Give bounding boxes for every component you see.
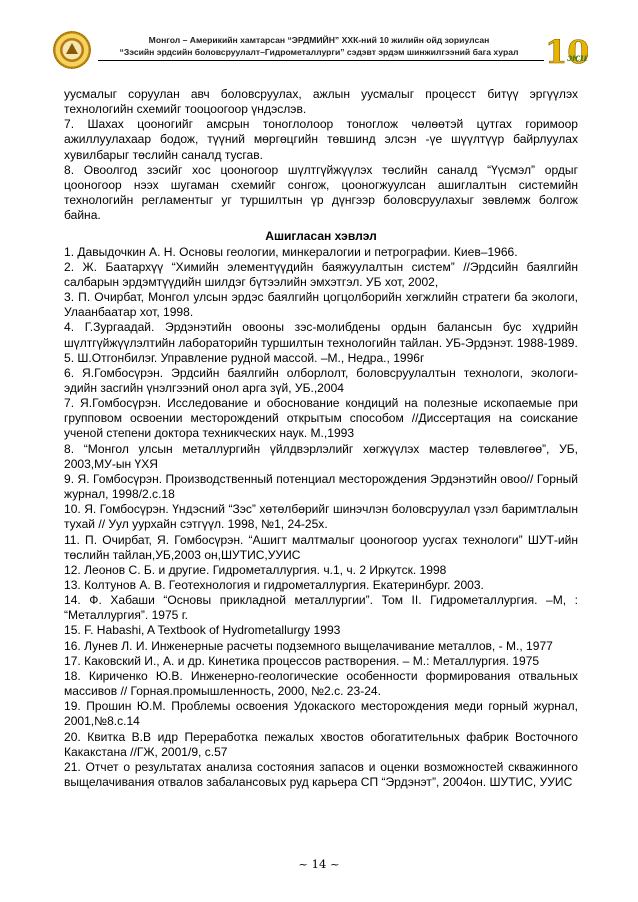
reference-item: 11. П. Очирбат, Я. Гомбосүрэн. “Ашигт малтмалыг цооногоор уусгах технологи” ШУТ-ийн төслийн тайлан,УБ,2003 он,ШУТИС,УУИС [64,532,578,562]
body-paragraph: 8. Овоолгод зэсийг хос цооногоор шүлтгүйжүүлэх төслийн саналд “Үүсмэл” ордыг цооногоор нээх шугаман схемийг сонгож, цооногжуулсан ашиглалтын системийн технологийн регламентыг уг туршилтын үр дүнгээр боловсруулахыг зөвлөмж болгож байна. [64,162,578,223]
anniversary-10-logo [544,32,588,68]
header-divider [98,60,588,61]
company-seal-icon [52,30,92,70]
references-heading: Ашигласан хэвлэл [265,229,377,244]
main-content [64,87,578,790]
reference-item: 6. Я.Гомбосүрэн. Эрдсийн баялгийн олборлолт, боловсруулалтын технологи, экологи-эдийн засгийн үнэлгээний онол арга зүй, УБ.,2004 [64,365,578,395]
reference-item: 1. Давыдочкин А. Н. Основы геологии, минкералогии и петрографии. Киев–1966. [64,244,518,259]
page-header [52,30,588,70]
reference-item: 8. “Монгол улсын металлургийн үйлдвэрлэлийг хөгжүүлэх мастер төлөвлөгөө”, УБ, 2003,МУ-ын ҮХЯ [64,441,578,471]
reference-item: 7. Я.Гомбосүрэн. Исследование и обоснование кондиций на полезные ископаемые при групповом освоении месторождений открытым способом //Диссертация на соискание ученой степени доктора техникческих наук. М.,1993 [64,396,578,441]
logo-ten-text: 10 [545,33,588,68]
reference-item: 13. Колтунов А. В. Геотехнология и гидрометаллургия. Екатеринбург. 2003. [64,578,484,592]
reference-item: 18. Кириченко Ю.В. Инженерно-геологические особенности формирования отвальных массивов // Горная.промышленность, 2000, №2.с. 23-24. [64,668,578,699]
reference-item: 21. Отчет о результатах анализа состояния запасов и оценки возможностей скважинного выщелачивания отвалов забалансовых руд карьера СП “Эрдэнэт”, 2004он. ШУТИС, УУИС [64,759,578,790]
reference-item: 2. Ж. Баатархүү “Химийн элементүүдийн баяжуулалтын систем” //Эрдсийн баялгийн салбарын эрдэмтүүдийн шилдэг бүтээлийн эмхэтгэл. УБ хот, 2002, [64,259,578,289]
logo-zhil-text: жи [567,53,588,64]
header-line-1: Монгол – Америкийн хамтарсан “ЭРДМИЙН” ХХК-ний 10 жилийн ойд зориулсан [148,35,490,45]
header-line-2: “Зэсийн эрдсийн боловсруулалт–Гидрометаллурги” сэдэвт эрдэм шинжилгээний бага хурал [119,47,519,57]
reference-item: 20. Квитка В.В идр Переработка пежалых хвостов обогатительных фабрик Восточного Какакстана //ГЖ, 2001/9, с.57 [64,729,578,759]
page-number: ~ 14 ~ [298,857,340,871]
reference-item: 5. Ш.Отгонбилэг. Управление рудной массой. –М., Недра., 1996г [64,350,425,365]
reference-item: 4. Г.Зургаадай. Эрдэнэтийн овооны зэс-молибдены ордын балансын бус хүдрийн шүлтгүйжүүлэлтийн лабораторийн туршилтын технологийн тайлан. УБ-Эрдэнэт. 1988-1989. [64,320,578,350]
reference-item: 19. Прошин Ю.М. Проблемы освоения Удокаского месторождения меди горный журнал, 2001,№8.с.14 [64,699,578,729]
body-paragraph: уусмалыг соруулан авч боловсруулах, ажлын уусмалыг процесст битүү эргүүлэх технологийн схемийг тооцоогоор үндэслэв. [64,87,578,117]
reference-item: 15. F. Habashi, A Textbook of Hydrometallurgy 1993 [64,623,341,638]
reference-item: 3. П. Очирбат, Монгол улсын эрдэс баялгийн цогцолборийн хөгжлийн стратеги ба экологи, Улаанбаатар хот, 1998. [64,290,578,320]
references-list [64,245,578,791]
reference-item: 14. Ф. Хабаши “Основы прикладной металлургии”. Том II. Гидрометаллургия. –М, : “Металлургия”. 1975 г. [64,593,578,623]
reference-item: 10. Я. Гомбосүрэн. Үндэсний “Зэс” хөтөлбөрийг шинэчлэн боловсруулал үзэл баримтлалын тухай // Уул уурхайн сэтгүүл. 1998, №1, 24-25х. [64,502,578,532]
reference-item: 12. Леонов С. Б. и другие. Гидрометаллургия. ч.1, ч. 2 Иркутск. 1998 [64,562,447,577]
reference-item: 9. Я. Гомбосүрэн. Производственный потенциал месторождения Эрдэнэтийн овоо// Горный журнал, 1998/2.с.18 [64,471,578,502]
header-text [98,34,540,58]
reference-item: 17. Каковский И., А. и др. Кинетика процессов растворения. – М.: Металлургия. 1975 [64,653,540,668]
reference-item: 16. Лунев Л. И. Инженерные расчеты подземного выщелачивание металлов, - М., 1977 [64,638,553,653]
body-paragraph: 7. Шахах цооногийг амсрын тоноглолоор тоноглож чөлөөтэй цутгах горимоор ажиллуулахаар бодож, түүний мөргөцгийн төвшинд элсэн -үе шүүлтүүр байрлуулах хувилбарыг төслийн саналд тусгав. [64,117,578,162]
